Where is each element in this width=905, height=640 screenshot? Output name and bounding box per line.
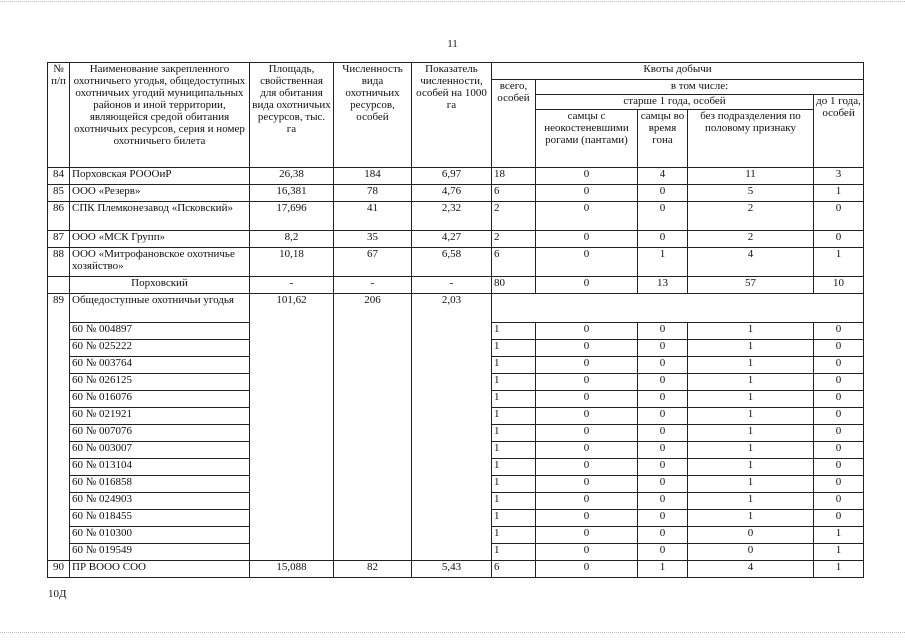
row-under1: 1: [814, 561, 864, 578]
ticket-number: 60 № 003007: [70, 442, 250, 459]
row-antlers: 0: [536, 408, 638, 425]
row-area: 101,62: [250, 294, 334, 561]
row-total: 1: [492, 340, 536, 357]
row-rut: 0: [638, 391, 688, 408]
row-under1: 0: [814, 425, 864, 442]
row-area: 16,381: [250, 185, 334, 202]
header-including: в том числе:: [536, 80, 864, 95]
row-rut: 13: [638, 277, 688, 294]
row-antlers: 0: [536, 442, 638, 459]
row-antlers: 0: [536, 185, 638, 202]
footer-code: 10Д: [48, 588, 67, 600]
row-no-sex: 1: [688, 510, 814, 527]
row-total: 1: [492, 510, 536, 527]
district-name: Порховский: [70, 277, 250, 294]
row-total: 6: [492, 561, 536, 578]
row-total: 6: [492, 185, 536, 202]
row-density: 2,03: [412, 294, 492, 561]
row-name: ООО «МСК Групп»: [70, 231, 250, 248]
row-area: 8,2: [250, 231, 334, 248]
row-rut: 1: [638, 248, 688, 277]
row-total: 1: [492, 493, 536, 510]
row-rut: 0: [638, 408, 688, 425]
ticket-number: 60 № 024903: [70, 493, 250, 510]
page-number: 11: [447, 38, 458, 50]
row-antlers: 0: [536, 391, 638, 408]
row-total: 80: [492, 277, 536, 294]
row-no-sex: 4: [688, 248, 814, 277]
row-name: СПК Племконезавод «Псковский»: [70, 202, 250, 231]
row-area: 10,18: [250, 248, 334, 277]
table-row: [48, 248, 864, 277]
row-antlers: 0: [536, 357, 638, 374]
row-rut: 0: [638, 323, 688, 340]
row-no-sex: 1: [688, 493, 814, 510]
row-rut: 0: [638, 374, 688, 391]
row-total: 1: [492, 357, 536, 374]
row-total: 1: [492, 408, 536, 425]
row-rut: 0: [638, 510, 688, 527]
row-under1: 0: [814, 202, 864, 231]
row-antlers: 0: [536, 459, 638, 476]
row-total: 1: [492, 374, 536, 391]
table-row: [48, 168, 864, 185]
row-under1: 0: [814, 442, 864, 459]
row-under1: 0: [814, 408, 864, 425]
row-name: Порховская РОООиР: [70, 168, 250, 185]
row-name: Общедоступные охотничьи угодья: [70, 294, 250, 323]
header-total: всего, особей: [492, 80, 536, 168]
row-rut: 0: [638, 493, 688, 510]
row-population: 41: [334, 202, 412, 231]
public-lands-row: [48, 294, 864, 323]
row-density: 5,43: [412, 561, 492, 578]
row-under1: 1: [814, 248, 864, 277]
header-population: Численность вида охотничьих ресурсов, особей: [334, 63, 412, 168]
row-num: 86: [48, 202, 70, 231]
table-row: [48, 231, 864, 248]
row-density: 4,76: [412, 185, 492, 202]
row-no-sex: 0: [688, 544, 814, 561]
row-rut: 0: [638, 231, 688, 248]
row-density: 4,27: [412, 231, 492, 248]
row-no-sex: 5: [688, 185, 814, 202]
row-under1: 0: [814, 357, 864, 374]
row-rut: 0: [638, 476, 688, 493]
row-total: 1: [492, 527, 536, 544]
row-antlers: 0: [536, 277, 638, 294]
table-row: [48, 561, 864, 578]
row-rut: 0: [638, 442, 688, 459]
row-density: 6,97: [412, 168, 492, 185]
row-num: 90: [48, 561, 70, 578]
row-population: 67: [334, 248, 412, 277]
scan-bottom-edge: [0, 632, 905, 633]
ticket-number: 60 № 016858: [70, 476, 250, 493]
row-density: 6,58: [412, 248, 492, 277]
row-population: 35: [334, 231, 412, 248]
row-num: 88: [48, 248, 70, 277]
row-under1: 0: [814, 374, 864, 391]
row-no-sex: 1: [688, 408, 814, 425]
row-no-sex: 0: [688, 527, 814, 544]
row-no-sex: 2: [688, 202, 814, 231]
row-under1: 0: [814, 323, 864, 340]
row-antlers: 0: [536, 544, 638, 561]
table-header: [48, 63, 864, 168]
row-antlers: 0: [536, 561, 638, 578]
row-antlers: 0: [536, 527, 638, 544]
row-no-sex: 1: [688, 476, 814, 493]
row-num: 85: [48, 185, 70, 202]
row-rut: 0: [638, 544, 688, 561]
row-total: 1: [492, 425, 536, 442]
row-under1: 0: [814, 493, 864, 510]
header-area: Площадь, свойственная для обитания вида охотничьих ресурсов, тыс. га: [250, 63, 334, 168]
row-total: 1: [492, 323, 536, 340]
row-area: -: [250, 277, 334, 294]
row-under1: 1: [814, 527, 864, 544]
row-antlers: 0: [536, 425, 638, 442]
row-no-sex: 4: [688, 561, 814, 578]
row-name: ПР ВООО СОО: [70, 561, 250, 578]
header-name: Наименование закрепленного охотничьего угодья, общедоступных охотничьих угодий муниципальных районов и иной территории, являющейся средой обитания охотничьих ресурсов, серия и номер охотничьего билета: [70, 63, 250, 168]
row-population: 82: [334, 561, 412, 578]
row-total: 2: [492, 231, 536, 248]
row-under1: 0: [814, 510, 864, 527]
header-no-sex: без подразделения по половому признаку: [688, 110, 814, 168]
row-no-sex: 1: [688, 391, 814, 408]
row-no-sex: 1: [688, 425, 814, 442]
row-rut: 0: [638, 357, 688, 374]
ticket-number: 60 № 003764: [70, 357, 250, 374]
row-no-sex: 1: [688, 357, 814, 374]
row-antlers: 0: [536, 374, 638, 391]
row-no-sex: 11: [688, 168, 814, 185]
row-rut: 0: [638, 340, 688, 357]
row-rut: 0: [638, 202, 688, 231]
row-antlers: 0: [536, 493, 638, 510]
ticket-number: 60 № 004897: [70, 323, 250, 340]
hunting-quota-table: [47, 62, 864, 578]
row-rut: 0: [638, 459, 688, 476]
row-under1: 0: [814, 459, 864, 476]
table-row: [48, 185, 864, 202]
row-no-sex: 1: [688, 442, 814, 459]
table-row: [48, 202, 864, 231]
row-rut: 1: [638, 561, 688, 578]
row-under1: 10: [814, 277, 864, 294]
row-total: 1: [492, 459, 536, 476]
row-name: ООО «Резерв»: [70, 185, 250, 202]
row-population: 78: [334, 185, 412, 202]
row-name: ООО «Митрофановское охотничье хозяйство»: [70, 248, 250, 277]
row-total: 1: [492, 391, 536, 408]
row-num: [48, 277, 70, 294]
row-rut: 0: [638, 185, 688, 202]
ticket-number: 60 № 018455: [70, 510, 250, 527]
row-under1: 1: [814, 544, 864, 561]
ticket-number: 60 № 019549: [70, 544, 250, 561]
ticket-number: 60 № 026125: [70, 374, 250, 391]
row-num: 89: [48, 294, 70, 561]
row-under1: 0: [814, 391, 864, 408]
table-body: [48, 168, 864, 578]
row-antlers: 0: [536, 476, 638, 493]
row-under1: 1: [814, 185, 864, 202]
row-no-sex: 2: [688, 231, 814, 248]
row-num: 84: [48, 168, 70, 185]
row-population: -: [334, 277, 412, 294]
ticket-number: 60 № 010300: [70, 527, 250, 544]
row-total: 1: [492, 476, 536, 493]
header-older: старше 1 года, особей: [536, 95, 814, 110]
header-num: № п/п: [48, 63, 70, 168]
header-quotas: Квоты добычи: [492, 63, 864, 80]
row-total: 18: [492, 168, 536, 185]
row-num: 87: [48, 231, 70, 248]
ticket-number: 60 № 013104: [70, 459, 250, 476]
row-no-sex: 1: [688, 323, 814, 340]
row-total: 2: [492, 202, 536, 231]
row-no-sex: 57: [688, 277, 814, 294]
row-antlers: 0: [536, 323, 638, 340]
public-quota-empty: [492, 294, 864, 323]
row-rut: 0: [638, 425, 688, 442]
row-rut: 4: [638, 168, 688, 185]
row-under1: 0: [814, 476, 864, 493]
row-rut: 0: [638, 527, 688, 544]
row-antlers: 0: [536, 248, 638, 277]
ticket-number: 60 № 025222: [70, 340, 250, 357]
row-under1: 0: [814, 231, 864, 248]
row-area: 26,38: [250, 168, 334, 185]
header-males-antlers: самцы с неокостеневшими рогами (пантами): [536, 110, 638, 168]
row-no-sex: 1: [688, 459, 814, 476]
row-population: 184: [334, 168, 412, 185]
ticket-number: 60 № 016076: [70, 391, 250, 408]
row-population: 206: [334, 294, 412, 561]
header-density: Показатель численности, особей на 1000 га: [412, 63, 492, 168]
row-density: 2,32: [412, 202, 492, 231]
row-area: 15,088: [250, 561, 334, 578]
row-under1: 3: [814, 168, 864, 185]
row-total: 1: [492, 442, 536, 459]
row-density: -: [412, 277, 492, 294]
row-antlers: 0: [536, 231, 638, 248]
row-no-sex: 1: [688, 374, 814, 391]
header-males-rut: самцы во время гона: [638, 110, 688, 168]
row-area: 17,696: [250, 202, 334, 231]
header-under1: до 1 года, особей: [814, 95, 864, 168]
ticket-number: 60 № 007076: [70, 425, 250, 442]
row-no-sex: 1: [688, 340, 814, 357]
row-antlers: 0: [536, 340, 638, 357]
row-antlers: 0: [536, 168, 638, 185]
row-antlers: 0: [536, 510, 638, 527]
row-antlers: 0: [536, 202, 638, 231]
ticket-number: 60 № 021921: [70, 408, 250, 425]
scan-top-edge: [0, 1, 905, 2]
row-total: 1: [492, 544, 536, 561]
row-under1: 0: [814, 340, 864, 357]
district-total-row: [48, 277, 864, 294]
row-total: 6: [492, 248, 536, 277]
